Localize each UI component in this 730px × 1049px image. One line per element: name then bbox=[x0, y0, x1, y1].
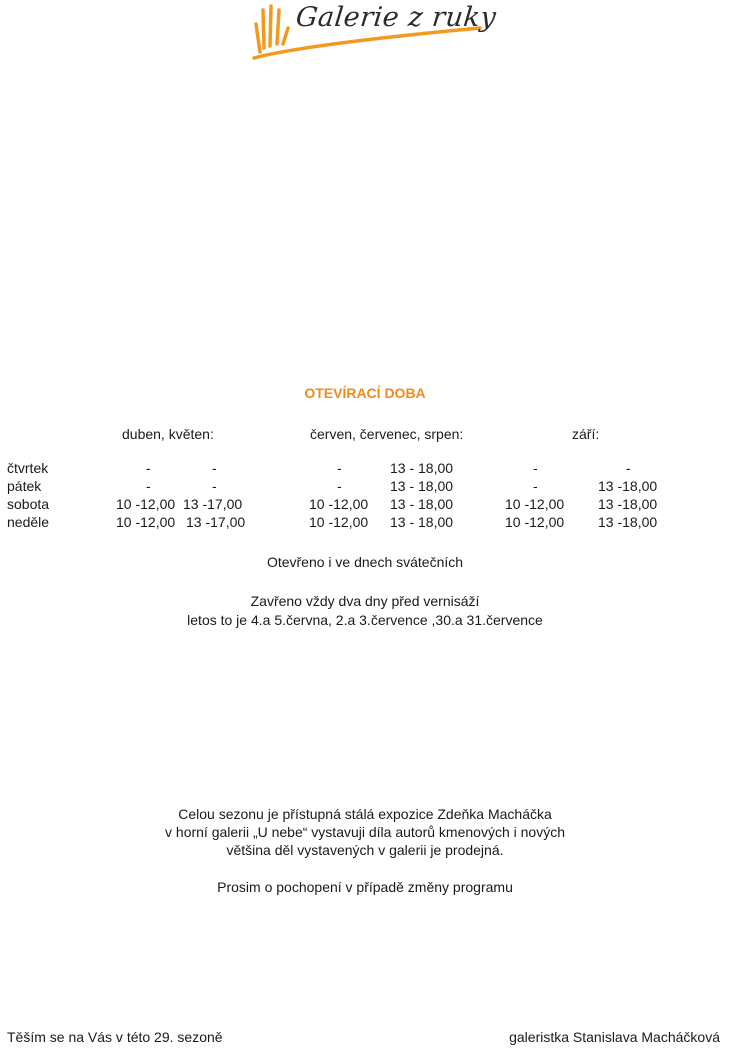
holidays-note: Otevřeno i ve dnech svátečních bbox=[266, 554, 464, 570]
schedule-cell: - bbox=[212, 478, 217, 494]
request-note: Prosim o pochopení v případě změny programu bbox=[217, 879, 513, 895]
schedule-cell: 13 - 18,00 bbox=[390, 496, 454, 512]
logo-text: Galerie z ruky bbox=[294, 2, 498, 33]
info-line: v horní galerii „U nebe“ vystavuji díla autorů kmenových i nových bbox=[165, 824, 565, 840]
schedule-cell: - bbox=[337, 460, 342, 476]
season-september: září: bbox=[572, 426, 600, 442]
info-line: většina děl vystavených v galerii je prodejná. bbox=[226, 842, 504, 858]
schedule-cell: - bbox=[533, 460, 538, 476]
day-label: čtvrtek bbox=[7, 460, 49, 476]
season-spring: duben, květen: bbox=[122, 426, 214, 442]
footer-greeting: Těším se na Vás v této 29. sezoně bbox=[7, 1029, 223, 1045]
footer-signature: galeristka Stanislava Macháčková bbox=[509, 1029, 720, 1045]
schedule-cell: - bbox=[146, 460, 151, 476]
schedule-cell: - bbox=[212, 460, 217, 476]
schedule-cell: - bbox=[146, 478, 151, 494]
schedule-cell: - bbox=[626, 460, 631, 476]
closed-dates-note: letos to je 4.a 5.června, 2.a 3.července ,30.a 31.července bbox=[187, 612, 543, 628]
schedule-cell: 13 - 18,00 bbox=[390, 460, 454, 476]
schedule-cell: 10 -12,00 bbox=[505, 496, 565, 512]
info-line: Celou sezonu je přístupná stálá expozice Zdeňka Macháčka bbox=[178, 806, 552, 822]
page-title: OTEVÍRACÍ DOBA bbox=[304, 385, 426, 401]
season-summer: červen, červenec, srpen: bbox=[310, 426, 464, 442]
schedule-cell: 10 -12,00 bbox=[309, 514, 369, 530]
schedule-cell: 10 -12,00 bbox=[309, 496, 369, 512]
schedule-cell: 13 - 18,00 bbox=[390, 478, 454, 494]
day-label: pátek bbox=[7, 478, 42, 494]
schedule-cell: 10 -12,00 bbox=[116, 514, 176, 530]
day-label: sobota bbox=[7, 496, 50, 512]
schedule-cell: 13 - 18,00 bbox=[390, 514, 454, 530]
schedule-cell: 13 -18,00 bbox=[598, 478, 658, 494]
schedule-cell: 13 -18,00 bbox=[598, 514, 658, 530]
closed-note: Zavřeno vždy dva dny před vernisáží bbox=[250, 593, 480, 609]
schedule-cell: 13 -17,00 bbox=[183, 496, 243, 512]
schedule-cell: 13 -17,00 bbox=[186, 514, 246, 530]
schedule-cell: 10 -12,00 bbox=[116, 496, 176, 512]
schedule-cell: 10 -12,00 bbox=[505, 514, 565, 530]
schedule-cell: 13 -18,00 bbox=[598, 496, 658, 512]
schedule-cell: - bbox=[533, 478, 538, 494]
schedule-cell: - bbox=[337, 478, 342, 494]
day-label: neděle bbox=[7, 514, 50, 530]
